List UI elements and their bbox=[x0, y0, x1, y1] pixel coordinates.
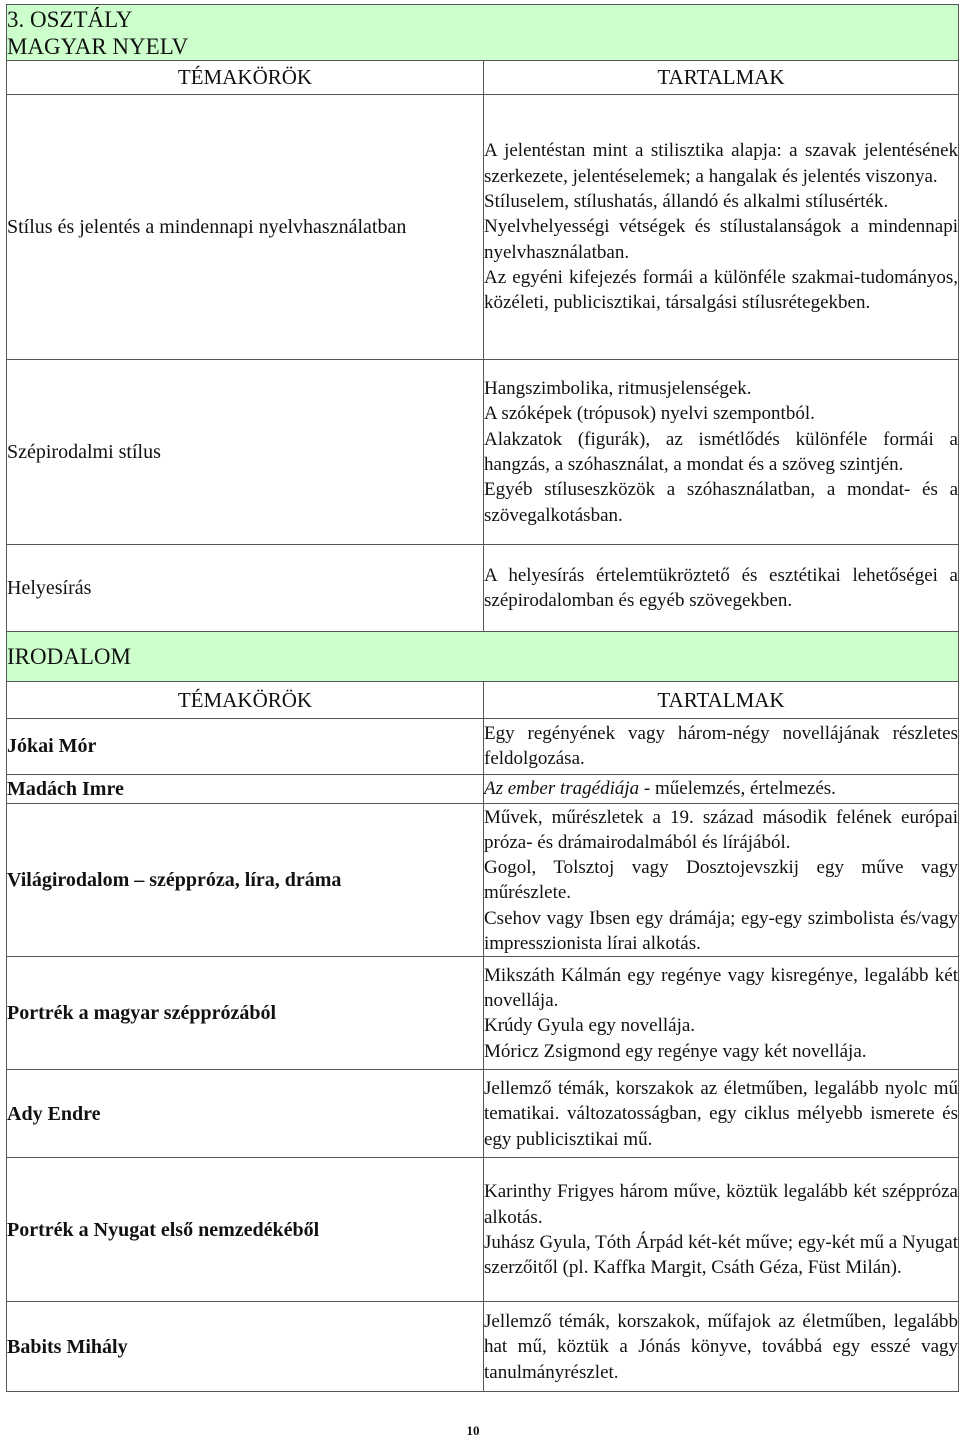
content-paragraph: Karinthy Frigyes három műve, köztük legalább két széppróza alkotás. bbox=[484, 1181, 958, 1228]
table-row bbox=[7, 774, 959, 803]
content-paragraph: Művek, műrészletek a 19. század második felének európai próza- és drámairodalmából és lírájából. bbox=[484, 806, 958, 853]
topic-cell: Világirodalom – széppróza, líra, dráma bbox=[7, 803, 484, 957]
column-header-topics: TÉMAKÖRÖK bbox=[7, 682, 484, 719]
content-paragraph: Jellemző témák, korszakok, műfajok az életműben, legalább hat mű, köztük a Jónás könyve, továbbá egy esszé vagy tanulmányrészlet. bbox=[484, 1310, 958, 1383]
content-paragraph: Alakzatok (figurák), az ismétlődés különféle formái a hangzás, a szóhasználat, a mondat és a szöveg szintjén. bbox=[484, 428, 958, 475]
subject-title: IRODALOM bbox=[7, 644, 131, 669]
content-paragraph: A szóképek (trópusok) nyelvi szempontból. bbox=[484, 403, 815, 425]
table-row bbox=[7, 957, 959, 1070]
topic-cell: Ady Endre bbox=[7, 1070, 484, 1158]
table-row bbox=[7, 1302, 959, 1392]
content-paragraph: Krúdy Gyula egy novellája. bbox=[484, 1015, 696, 1037]
content-paragraph: A jelentéstan mint a stilisztika alapja: a szavak jelentésének szerkezete, jelentéselemek; a hangalak és jelentés viszonya. bbox=[484, 140, 958, 187]
content-text: - műelemzés, értelmezés. bbox=[639, 777, 836, 799]
content-cell bbox=[484, 1070, 959, 1158]
content-cell bbox=[484, 1302, 959, 1392]
content-paragraph: Egy regényének vagy három-négy novellájának részletes feldolgozása. bbox=[484, 723, 958, 770]
curriculum-table bbox=[6, 4, 959, 1392]
topic-cell: Babits Mihály bbox=[7, 1302, 484, 1392]
section-header-irodalom bbox=[7, 632, 959, 682]
topic-cell: Portrék a magyar szépprózából bbox=[7, 957, 484, 1070]
content-paragraph: Hangszimbolika, ritmusjelenségek. bbox=[484, 378, 752, 400]
content-cell bbox=[484, 957, 959, 1070]
content-cell bbox=[484, 1158, 959, 1302]
column-header-contents: TARTALMAK bbox=[484, 61, 959, 95]
content-paragraph: Juhász Gyula, Tóth Árpád két-két műve; egy-két mű a Nyugat szerzőitől (pl. Kaffka Margit, Csáth Géza, Füst Milán). bbox=[484, 1231, 958, 1279]
topic-cell: Jókai Mór bbox=[7, 719, 484, 775]
grade-title: 3. OSZTÁLY bbox=[7, 6, 133, 32]
table-row bbox=[7, 360, 959, 545]
page-number: 10 bbox=[466, 1423, 480, 1438]
column-header-contents: TARTALMAK bbox=[484, 682, 959, 719]
content-cell bbox=[484, 545, 959, 632]
table-row bbox=[7, 95, 959, 360]
content-paragraph: Gogol, Tolsztoj vagy Dosztojevszkij egy műve vagy műrészlete. bbox=[484, 857, 958, 904]
topic-cell: Szépirodalmi stílus bbox=[7, 360, 484, 545]
section-header-magyar-nyelv bbox=[7, 5, 959, 61]
content-cell bbox=[484, 95, 959, 360]
content-paragraph: Mikszáth Kálmán egy regénye vagy kisregénye, legalább két novellája. bbox=[484, 964, 958, 1012]
table-row bbox=[7, 803, 959, 957]
table-row bbox=[7, 1158, 959, 1302]
table-row bbox=[7, 1070, 959, 1158]
topic-cell: Madách Imre bbox=[7, 774, 484, 803]
content-paragraph: Jellemző témák, korszakok az életműben, legalább nyolc mű tematikai. változatosságban, egy ciklus mélyebb ismerete és egy publicisztikai mű. bbox=[484, 1077, 958, 1150]
content-paragraph: A helyesírás értelemtükröztető és esztétikai lehetőségei a szépirodalomban és egyéb szövegekben. bbox=[484, 564, 958, 611]
content-cell bbox=[484, 803, 959, 957]
content-cell bbox=[484, 719, 959, 775]
content-paragraph bbox=[484, 776, 958, 801]
subject-title: MAGYAR NYELV bbox=[7, 33, 189, 59]
content-paragraph: Egyéb stíluseszközök a szóhasználatban, a mondat- és a szövegalkotásban. bbox=[484, 479, 958, 526]
column-header-topics: TÉMAKÖRÖK bbox=[7, 61, 484, 95]
topic-cell: Helyesírás bbox=[7, 545, 484, 632]
work-title: Az ember tragédiája bbox=[484, 777, 640, 799]
table-row bbox=[7, 719, 959, 775]
content-paragraph: Az egyéni kifejezés formái a különféle szakmai-tudományos, közéleti, publicisztikai, társalgási stílusrétegekben. bbox=[484, 266, 958, 314]
topic-cell: Stílus és jelentés a mindennapi nyelvhasználatban bbox=[7, 95, 484, 360]
content-cell bbox=[484, 360, 959, 545]
content-paragraph: Stíluselem, stílushatás, állandó és alkalmi stílusérték. bbox=[484, 191, 889, 213]
content-cell bbox=[484, 774, 959, 803]
content-paragraph: Nyelvhelyességi vétségek és stílustalanságok a mindennapi nyelvhasználatban. bbox=[484, 216, 958, 263]
content-paragraph: Móricz Zsigmond egy regénye vagy két novellája. bbox=[484, 1040, 867, 1062]
table-row bbox=[7, 545, 959, 632]
content-paragraph: Csehov vagy Ibsen egy drámája; egy-egy szimbolista és/vagy impresszionista lírai alkotás. bbox=[484, 907, 958, 955]
topic-cell: Portrék a Nyugat első nemzedékéből bbox=[7, 1158, 484, 1302]
